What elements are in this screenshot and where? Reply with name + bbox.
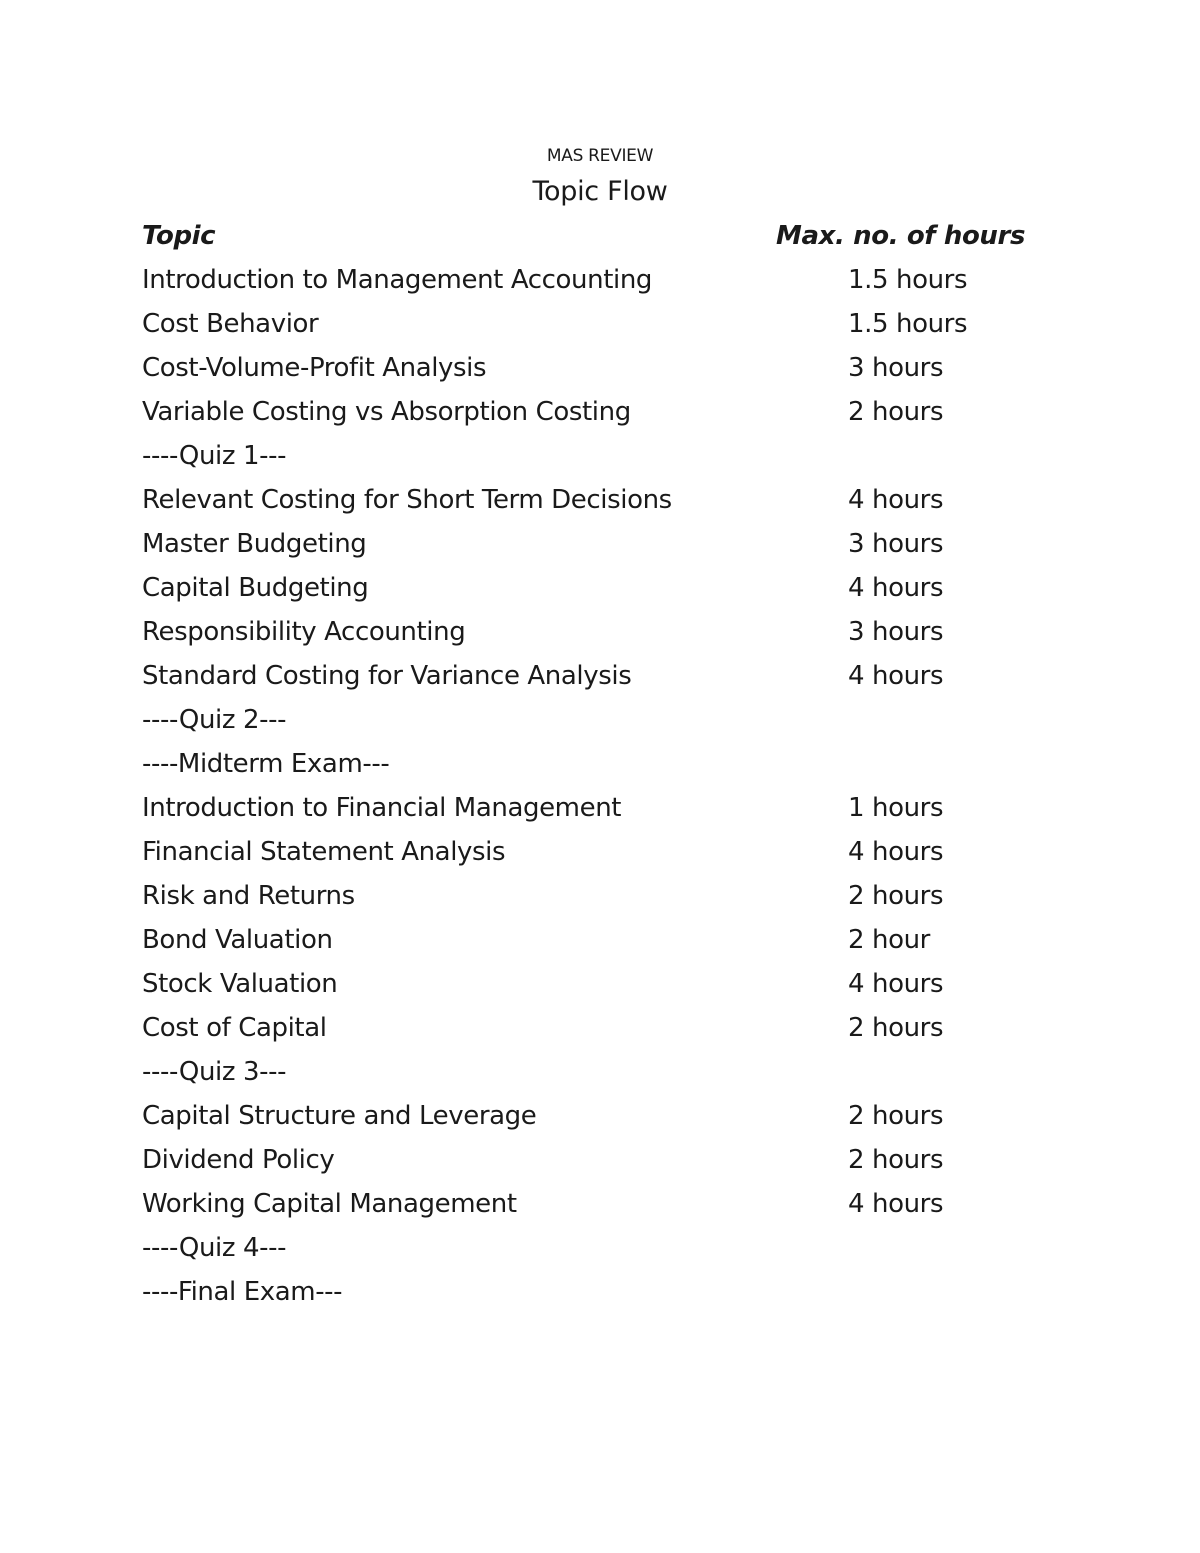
hours-cell: 4 hours xyxy=(848,969,944,999)
hours-cell: 2 hours xyxy=(848,1145,944,1175)
table-row xyxy=(142,346,1042,390)
hours-cell: 2 hours xyxy=(848,1013,944,1043)
table-row xyxy=(142,258,1042,302)
document-title: Topic Flow xyxy=(532,176,668,207)
topic-cell: ----Quiz 3--- xyxy=(142,1057,287,1087)
column-header-topic: Topic xyxy=(142,221,216,251)
hours-cell: 1.5 hours xyxy=(848,309,968,339)
table-row xyxy=(142,390,1042,434)
topic-cell: ----Midterm Exam--- xyxy=(142,749,390,779)
document-kicker: MAS REVIEW xyxy=(546,146,654,166)
hours-cell: 3 hours xyxy=(848,529,944,559)
table-row xyxy=(142,1138,1042,1182)
table-row xyxy=(142,478,1042,522)
table-row xyxy=(142,654,1042,698)
table-row xyxy=(142,874,1042,918)
topic-cell: ----Quiz 4--- xyxy=(142,1233,287,1263)
topic-cell: Dividend Policy xyxy=(142,1145,335,1175)
topic-cell: Introduction to Management Accounting xyxy=(142,265,652,295)
topic-cell: Relevant Costing for Short Term Decisions xyxy=(142,485,672,515)
table-row xyxy=(142,742,1042,786)
table-body xyxy=(142,258,1042,1314)
table-row xyxy=(142,522,1042,566)
table-row xyxy=(142,1270,1042,1314)
topic-cell: ----Final Exam--- xyxy=(142,1277,343,1307)
table-row xyxy=(142,1050,1042,1094)
topic-cell: Working Capital Management xyxy=(142,1189,517,1219)
hours-cell: 4 hours xyxy=(848,837,944,867)
topic-cell: Bond Valuation xyxy=(142,925,333,955)
table-row xyxy=(142,302,1042,346)
table-row xyxy=(142,918,1042,962)
topic-cell: Standard Costing for Variance Analysis xyxy=(142,661,632,691)
table-row xyxy=(142,830,1042,874)
hours-cell: 2 hours xyxy=(848,397,944,427)
topic-cell: ----Quiz 1--- xyxy=(142,441,287,471)
topic-cell: Responsibility Accounting xyxy=(142,617,466,647)
hours-cell: 2 hour xyxy=(848,925,930,955)
topic-cell: Variable Costing vs Absorption Costing xyxy=(142,397,631,427)
hours-cell: 1.5 hours xyxy=(848,265,968,295)
table-row xyxy=(142,434,1042,478)
topic-cell: Introduction to Financial Management xyxy=(142,793,622,823)
topic-cell: Cost-Volume-Profit Analysis xyxy=(142,353,487,383)
topic-cell: Stock Valuation xyxy=(142,969,338,999)
topic-cell: Cost Behavior xyxy=(142,309,319,339)
table-row xyxy=(142,962,1042,1006)
topic-cell: Risk and Returns xyxy=(142,881,355,911)
hours-cell: 3 hours xyxy=(848,617,944,647)
table-header-row xyxy=(142,214,1042,258)
table-row xyxy=(142,610,1042,654)
topic-cell: Financial Statement Analysis xyxy=(142,837,506,867)
topic-cell: Capital Budgeting xyxy=(142,573,369,603)
table-row xyxy=(142,786,1042,830)
topic-cell: Cost of Capital xyxy=(142,1013,327,1043)
hours-cell: 2 hours xyxy=(848,1101,944,1131)
topic-table xyxy=(142,214,1042,1314)
table-row xyxy=(142,1094,1042,1138)
hours-cell: 2 hours xyxy=(848,881,944,911)
table-row xyxy=(142,1182,1042,1226)
hours-cell: 4 hours xyxy=(848,485,944,515)
table-row xyxy=(142,698,1042,742)
topic-cell: ----Quiz 2--- xyxy=(142,705,287,735)
hours-cell: 4 hours xyxy=(848,661,944,691)
hours-cell: 3 hours xyxy=(848,353,944,383)
table-row xyxy=(142,566,1042,610)
table-row xyxy=(142,1226,1042,1270)
hours-cell: 4 hours xyxy=(848,1189,944,1219)
topic-cell: Master Budgeting xyxy=(142,529,367,559)
column-header-hours: Max. no. of hours xyxy=(776,221,1026,251)
hours-cell: 4 hours xyxy=(848,573,944,603)
table-row xyxy=(142,1006,1042,1050)
hours-cell: 1 hours xyxy=(848,793,944,823)
topic-cell: Capital Structure and Leverage xyxy=(142,1101,537,1131)
